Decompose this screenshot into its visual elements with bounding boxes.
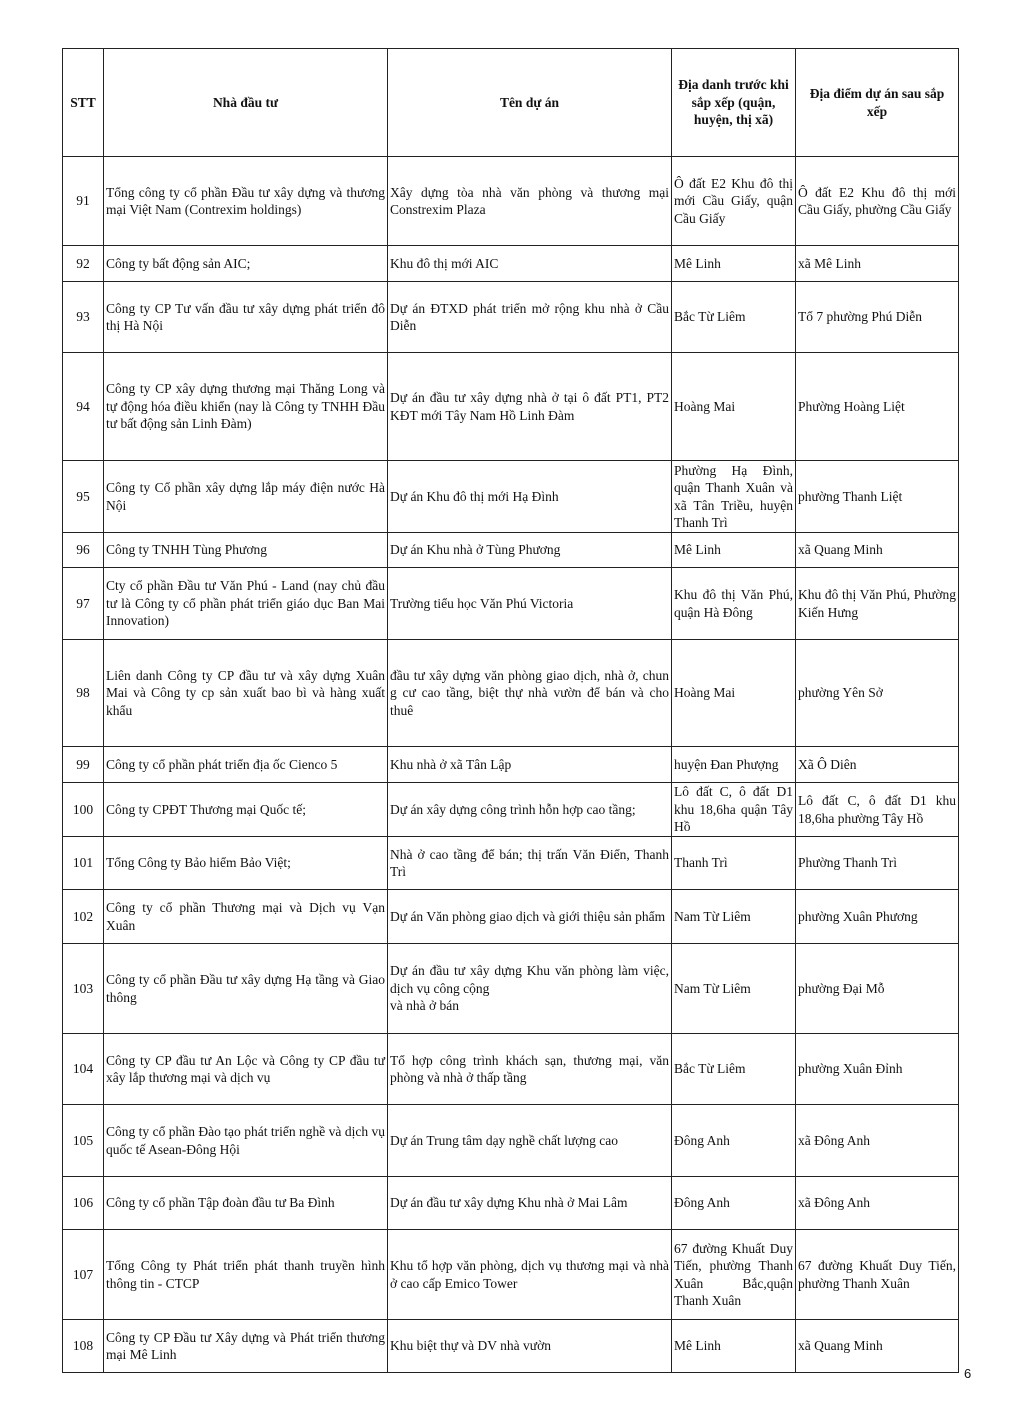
cell-stt: 107 (63, 1230, 104, 1320)
header-after: Địa điểm dự án sau sắp xếp (796, 49, 959, 157)
cell-after: Tổ 7 phường Phú Diễn (796, 282, 959, 353)
cell-stt: 108 (63, 1320, 104, 1373)
cell-project: Tổ hợp công trình khách sạn, thương mại, văn phòng và nhà ở thấp tầng (388, 1034, 672, 1105)
cell-investor: Liên danh Công ty CP đầu tư và xây dựng Xuân Mai và Công ty cp sản xuất bao bì và hàng xuất khẩu (104, 640, 388, 747)
cell-before: Đông Anh (672, 1177, 796, 1230)
cell-stt: 105 (63, 1105, 104, 1177)
cell-after: Xã Ô Diên (796, 747, 959, 783)
cell-stt: 92 (63, 246, 104, 282)
table-row (63, 890, 959, 944)
cell-stt: 96 (63, 533, 104, 568)
cell-after: phường Xuân Phương (796, 890, 959, 944)
table-row (63, 944, 959, 1034)
cell-after: Phường Hoàng Liệt (796, 353, 959, 461)
cell-investor: Công ty Cổ phần xây dựng lắp máy điện nước Hà Nội (104, 461, 388, 533)
cell-project: Dự án đầu tư xây dựng Khu văn phòng làm việc, dịch vụ công cộng và nhà ở bán (388, 944, 672, 1034)
cell-investor: Công ty CP Tư vấn đầu tư xây dựng phát triển đô thị Hà Nội (104, 282, 388, 353)
cell-project: Trường tiểu học Văn Phú Victoria (388, 568, 672, 640)
cell-investor: Tổng công ty cổ phần Đầu tư xây dựng và thương mại Việt Nam (Contrexim holdings) (104, 157, 388, 246)
cell-project: Dự án đầu tư xây dựng Khu nhà ở Mai Lâm (388, 1177, 672, 1230)
cell-before: Mê Linh (672, 246, 796, 282)
cell-after: xã Mê Linh (796, 246, 959, 282)
cell-before: Khu đô thị Văn Phú, quận Hà Đông (672, 568, 796, 640)
cell-after: phường Yên Sở (796, 640, 959, 747)
cell-project: Khu biệt thự và DV nhà vườn (388, 1320, 672, 1373)
cell-after: phường Đại Mỗ (796, 944, 959, 1034)
cell-project: Khu tổ hợp văn phòng, dịch vụ thương mại và nhà ở cao cấp Emico Tower (388, 1230, 672, 1320)
table-row (63, 568, 959, 640)
cell-after: Ô đất E2 Khu đô thị mới Cầu Giấy, phường Cầu Giấy (796, 157, 959, 246)
cell-before: Mê Linh (672, 1320, 796, 1373)
cell-project: Dự án Trung tâm dạy nghề chất lượng cao (388, 1105, 672, 1177)
cell-before: 67 đường Khuất Duy Tiến, phường Thanh Xuân Bắc,quận Thanh Xuân (672, 1230, 796, 1320)
cell-project: Dự án Văn phòng giao dịch và giới thiệu sản phẩm (388, 890, 672, 944)
cell-project: Nhà ở cao tầng để bán; thị trấn Văn Điển, Thanh Trì (388, 837, 672, 890)
cell-project: Dự án Khu nhà ở Tùng Phương (388, 533, 672, 568)
cell-investor: Công ty cổ phần Đào tạo phát triển nghề và dịch vụ quốc tế Asean-Đông Hội (104, 1105, 388, 1177)
table-row (63, 157, 959, 246)
cell-stt: 100 (63, 783, 104, 837)
header-stt: STT (63, 49, 104, 157)
table-row (63, 1320, 959, 1373)
cell-stt: 102 (63, 890, 104, 944)
cell-investor: Công ty CP xây dựng thương mại Thăng Long và tự động hóa điều khiển (nay là Công ty TNHH Đầu tư bất động sản Linh Đàm) (104, 353, 388, 461)
cell-before: Mê Linh (672, 533, 796, 568)
header-investor: Nhà đầu tư (104, 49, 388, 157)
cell-before: Nam Từ Liêm (672, 944, 796, 1034)
cell-investor: Công ty cổ phần Đầu tư xây dựng Hạ tầng và Giao thông (104, 944, 388, 1034)
cell-stt: 99 (63, 747, 104, 783)
cell-stt: 104 (63, 1034, 104, 1105)
cell-investor: Công ty cổ phần phát triển địa ốc Cienco 5 (104, 747, 388, 783)
cell-stt: 101 (63, 837, 104, 890)
cell-before: Hoàng Mai (672, 640, 796, 747)
cell-before: Ô đất E2 Khu đô thị mới Cầu Giấy, quận Cầu Giấy (672, 157, 796, 246)
table-row (63, 837, 959, 890)
table-row (63, 1105, 959, 1177)
table-row (63, 1230, 959, 1320)
cell-investor: Công ty CP Đầu tư Xây dựng và Phát triển thương mại Mê Linh (104, 1320, 388, 1373)
table-row (63, 640, 959, 747)
table-header-row (63, 49, 959, 157)
cell-before: Phường Hạ Đình, quận Thanh Xuân và xã Tân Triều, huyện Thanh Trì (672, 461, 796, 533)
cell-stt: 93 (63, 282, 104, 353)
cell-after: xã Đông Anh (796, 1105, 959, 1177)
cell-investor: Công ty cổ phần Thương mại và Dịch vụ Vạn Xuân (104, 890, 388, 944)
project-table (62, 48, 959, 1373)
cell-before: Lô đất C, ô đất D1 khu 18,6ha quận Tây Hồ (672, 783, 796, 837)
cell-project: Dự án xây dựng công trình hỗn hợp cao tầng; (388, 783, 672, 837)
cell-before: Thanh Trì (672, 837, 796, 890)
table-row (63, 353, 959, 461)
page-number: 6 (964, 1366, 972, 1381)
table-row (63, 461, 959, 533)
cell-after: Lô đất C, ô đất D1 khu 18,6ha phường Tây Hồ (796, 783, 959, 837)
cell-stt: 98 (63, 640, 104, 747)
cell-project: Dự án Khu đô thị mới Hạ Đình (388, 461, 672, 533)
cell-after: phường Xuân Đỉnh (796, 1034, 959, 1105)
cell-investor: Công ty bất động sản AIC; (104, 246, 388, 282)
table-row (63, 747, 959, 783)
table-row (63, 1034, 959, 1105)
cell-investor: Tổng Công ty Bảo hiểm Bảo Việt; (104, 837, 388, 890)
cell-after: Phường Thanh Trì (796, 837, 959, 890)
cell-investor: Cty cổ phần Đầu tư Văn Phú - Land (nay chủ đầu tư là Công ty cổ phần phát triển giáo dục Ban Mai Innovation) (104, 568, 388, 640)
cell-after: Khu đô thị Văn Phú, Phường Kiến Hưng (796, 568, 959, 640)
table-row (63, 1177, 959, 1230)
cell-project: Khu nhà ở xã Tân Lập (388, 747, 672, 783)
header-project: Tên dự án (388, 49, 672, 157)
cell-project: Dự án đầu tư xây dựng nhà ở tại ô đất PT1, PT2 KĐT mới Tây Nam Hồ Linh Đàm (388, 353, 672, 461)
header-before: Địa danh trước khi sắp xếp (quận, huyện, thị xã) (672, 49, 796, 157)
cell-stt: 97 (63, 568, 104, 640)
cell-before: Đông Anh (672, 1105, 796, 1177)
table-row (63, 282, 959, 353)
cell-investor: Công ty CP đầu tư An Lộc và Công ty CP đầu tư xây lắp thương mại và dịch vụ (104, 1034, 388, 1105)
cell-investor: Công ty cổ phần Tập đoàn đầu tư Ba Đình (104, 1177, 388, 1230)
cell-investor: Công ty TNHH Tùng Phương (104, 533, 388, 568)
cell-investor: Tổng Công ty Phát triển phát thanh truyền hình thông tin - CTCP (104, 1230, 388, 1320)
cell-project: Xây dựng tòa nhà văn phòng và thương mại Constrexim Plaza (388, 157, 672, 246)
cell-project: Khu đô thị mới AIC (388, 246, 672, 282)
cell-after: xã Quang Minh (796, 1320, 959, 1373)
table-row (63, 246, 959, 282)
cell-after: 67 đường Khuất Duy Tiến, phường Thanh Xuân (796, 1230, 959, 1320)
cell-after: xã Quang Minh (796, 533, 959, 568)
cell-project: đầu tư xây dựng văn phòng giao dịch, nhà ở, chun g cư cao tầng, biệt thự nhà vườn để bán và cho thuê (388, 640, 672, 747)
cell-before: Hoàng Mai (672, 353, 796, 461)
cell-stt: 94 (63, 353, 104, 461)
cell-before: Bắc Từ Liêm (672, 282, 796, 353)
table-row (63, 783, 959, 837)
cell-after: xã Đông Anh (796, 1177, 959, 1230)
cell-before: Bắc Từ Liêm (672, 1034, 796, 1105)
cell-stt: 91 (63, 157, 104, 246)
cell-before: huyện Đan Phượng (672, 747, 796, 783)
cell-stt: 95 (63, 461, 104, 533)
table-row (63, 533, 959, 568)
cell-before: Nam Từ Liêm (672, 890, 796, 944)
cell-stt: 103 (63, 944, 104, 1034)
cell-after: phường Thanh Liệt (796, 461, 959, 533)
cell-project: Dự án ĐTXD phát triển mở rộng khu nhà ở Cầu Diễn (388, 282, 672, 353)
cell-investor: Công ty CPĐT Thương mại Quốc tế; (104, 783, 388, 837)
cell-stt: 106 (63, 1177, 104, 1230)
